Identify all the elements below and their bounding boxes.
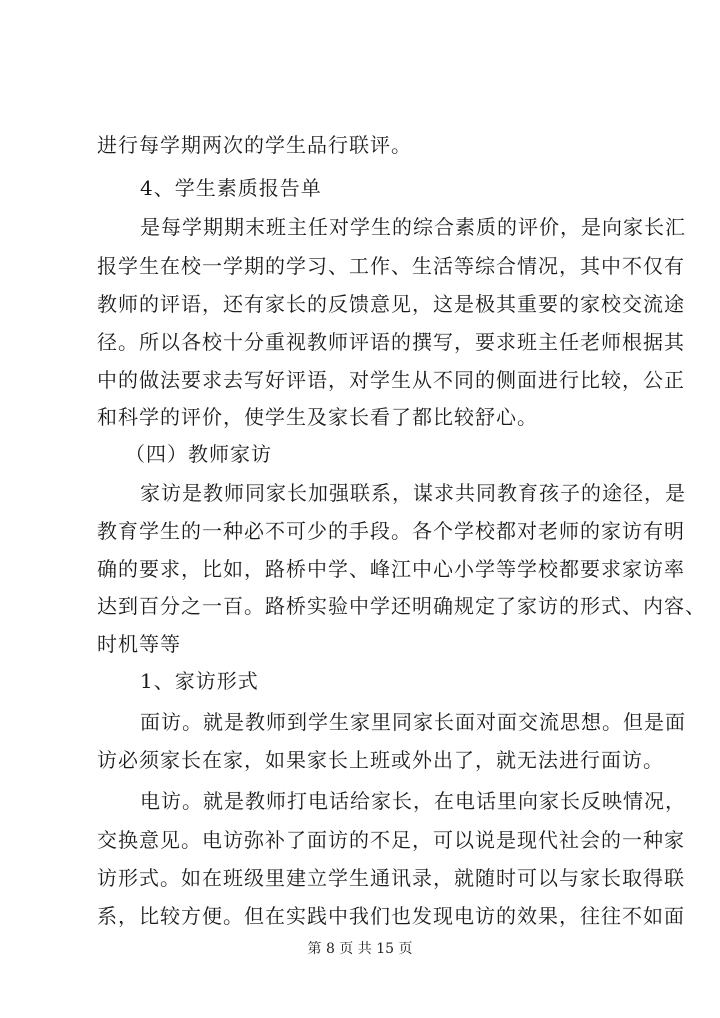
text-line-4: 报学生在校一学期的学习、工作、生活等综合情况，其中不仅有 [97, 254, 685, 278]
text-line-7: 中的做法要求去写好评语，对学生从不同的侧面进行比较，公正 [97, 368, 685, 392]
text-line-1: 进行每学期两次的学生品行联评。 [97, 133, 412, 157]
text-line-8: 和科学的评价，使学生及家长看了都比较舒心。 [97, 405, 538, 429]
text-line-6: 径。所以各校十分重视教师评语的撰写，要求班主任老师根据其 [97, 330, 685, 354]
section-heading-teacher-home-visit: （四）教师家访 [125, 442, 272, 466]
text-line-13: 达到百分之一百。路桥实验中学还明确规定了家访的形式、内容、 [97, 594, 706, 618]
text-line-14: 时机等等 [97, 632, 181, 656]
text-line-18: 电访。就是教师打电话给家长，在电话里向家长反映情况， [140, 789, 686, 813]
page-number-footer: 第 8 页 共 15 页 [307, 941, 413, 957]
text-line-2: 4、学生素质报告单 [140, 176, 322, 200]
text-line-12: 确的要求，比如，路桥中学、峰江中心小学等学校都要求家访率 [97, 557, 685, 581]
text-line-5: 教师的评语，还有家长的反馈意见，这是极其重要的家校交流途 [97, 292, 685, 316]
text-line-17: 访必须家长在家，如果家长上班或外出了，就无法进行面访。 [97, 748, 664, 772]
text-line-21: 系，比较方便。但在实践中我们也发现电访的效果，往往不如面 [97, 904, 685, 928]
text-line-19: 交换意见。电访弥补了面访的不足，可以说是现代社会的一种家 [97, 828, 685, 852]
text-line-10: 家访是教师同家长加强联系，谋求共同教育孩子的途径，是 [140, 481, 686, 505]
text-line-16: 面访。就是教师到学生家里同家长面对面交流思想。但是面 [140, 710, 686, 734]
text-line-11: 教育学生的一种必不可少的手段。各个学校都对老师的家访有明 [97, 519, 685, 543]
subheading-home-visit-form: 1、家访形式 [140, 669, 259, 693]
text-line-3: 是每学期期末班主任对学生的综合素质的评价，是向家长汇 [140, 215, 686, 239]
text-line-20: 访形式。如在班级里建立学生通讯录，就随时可以与家长取得联 [97, 866, 685, 890]
